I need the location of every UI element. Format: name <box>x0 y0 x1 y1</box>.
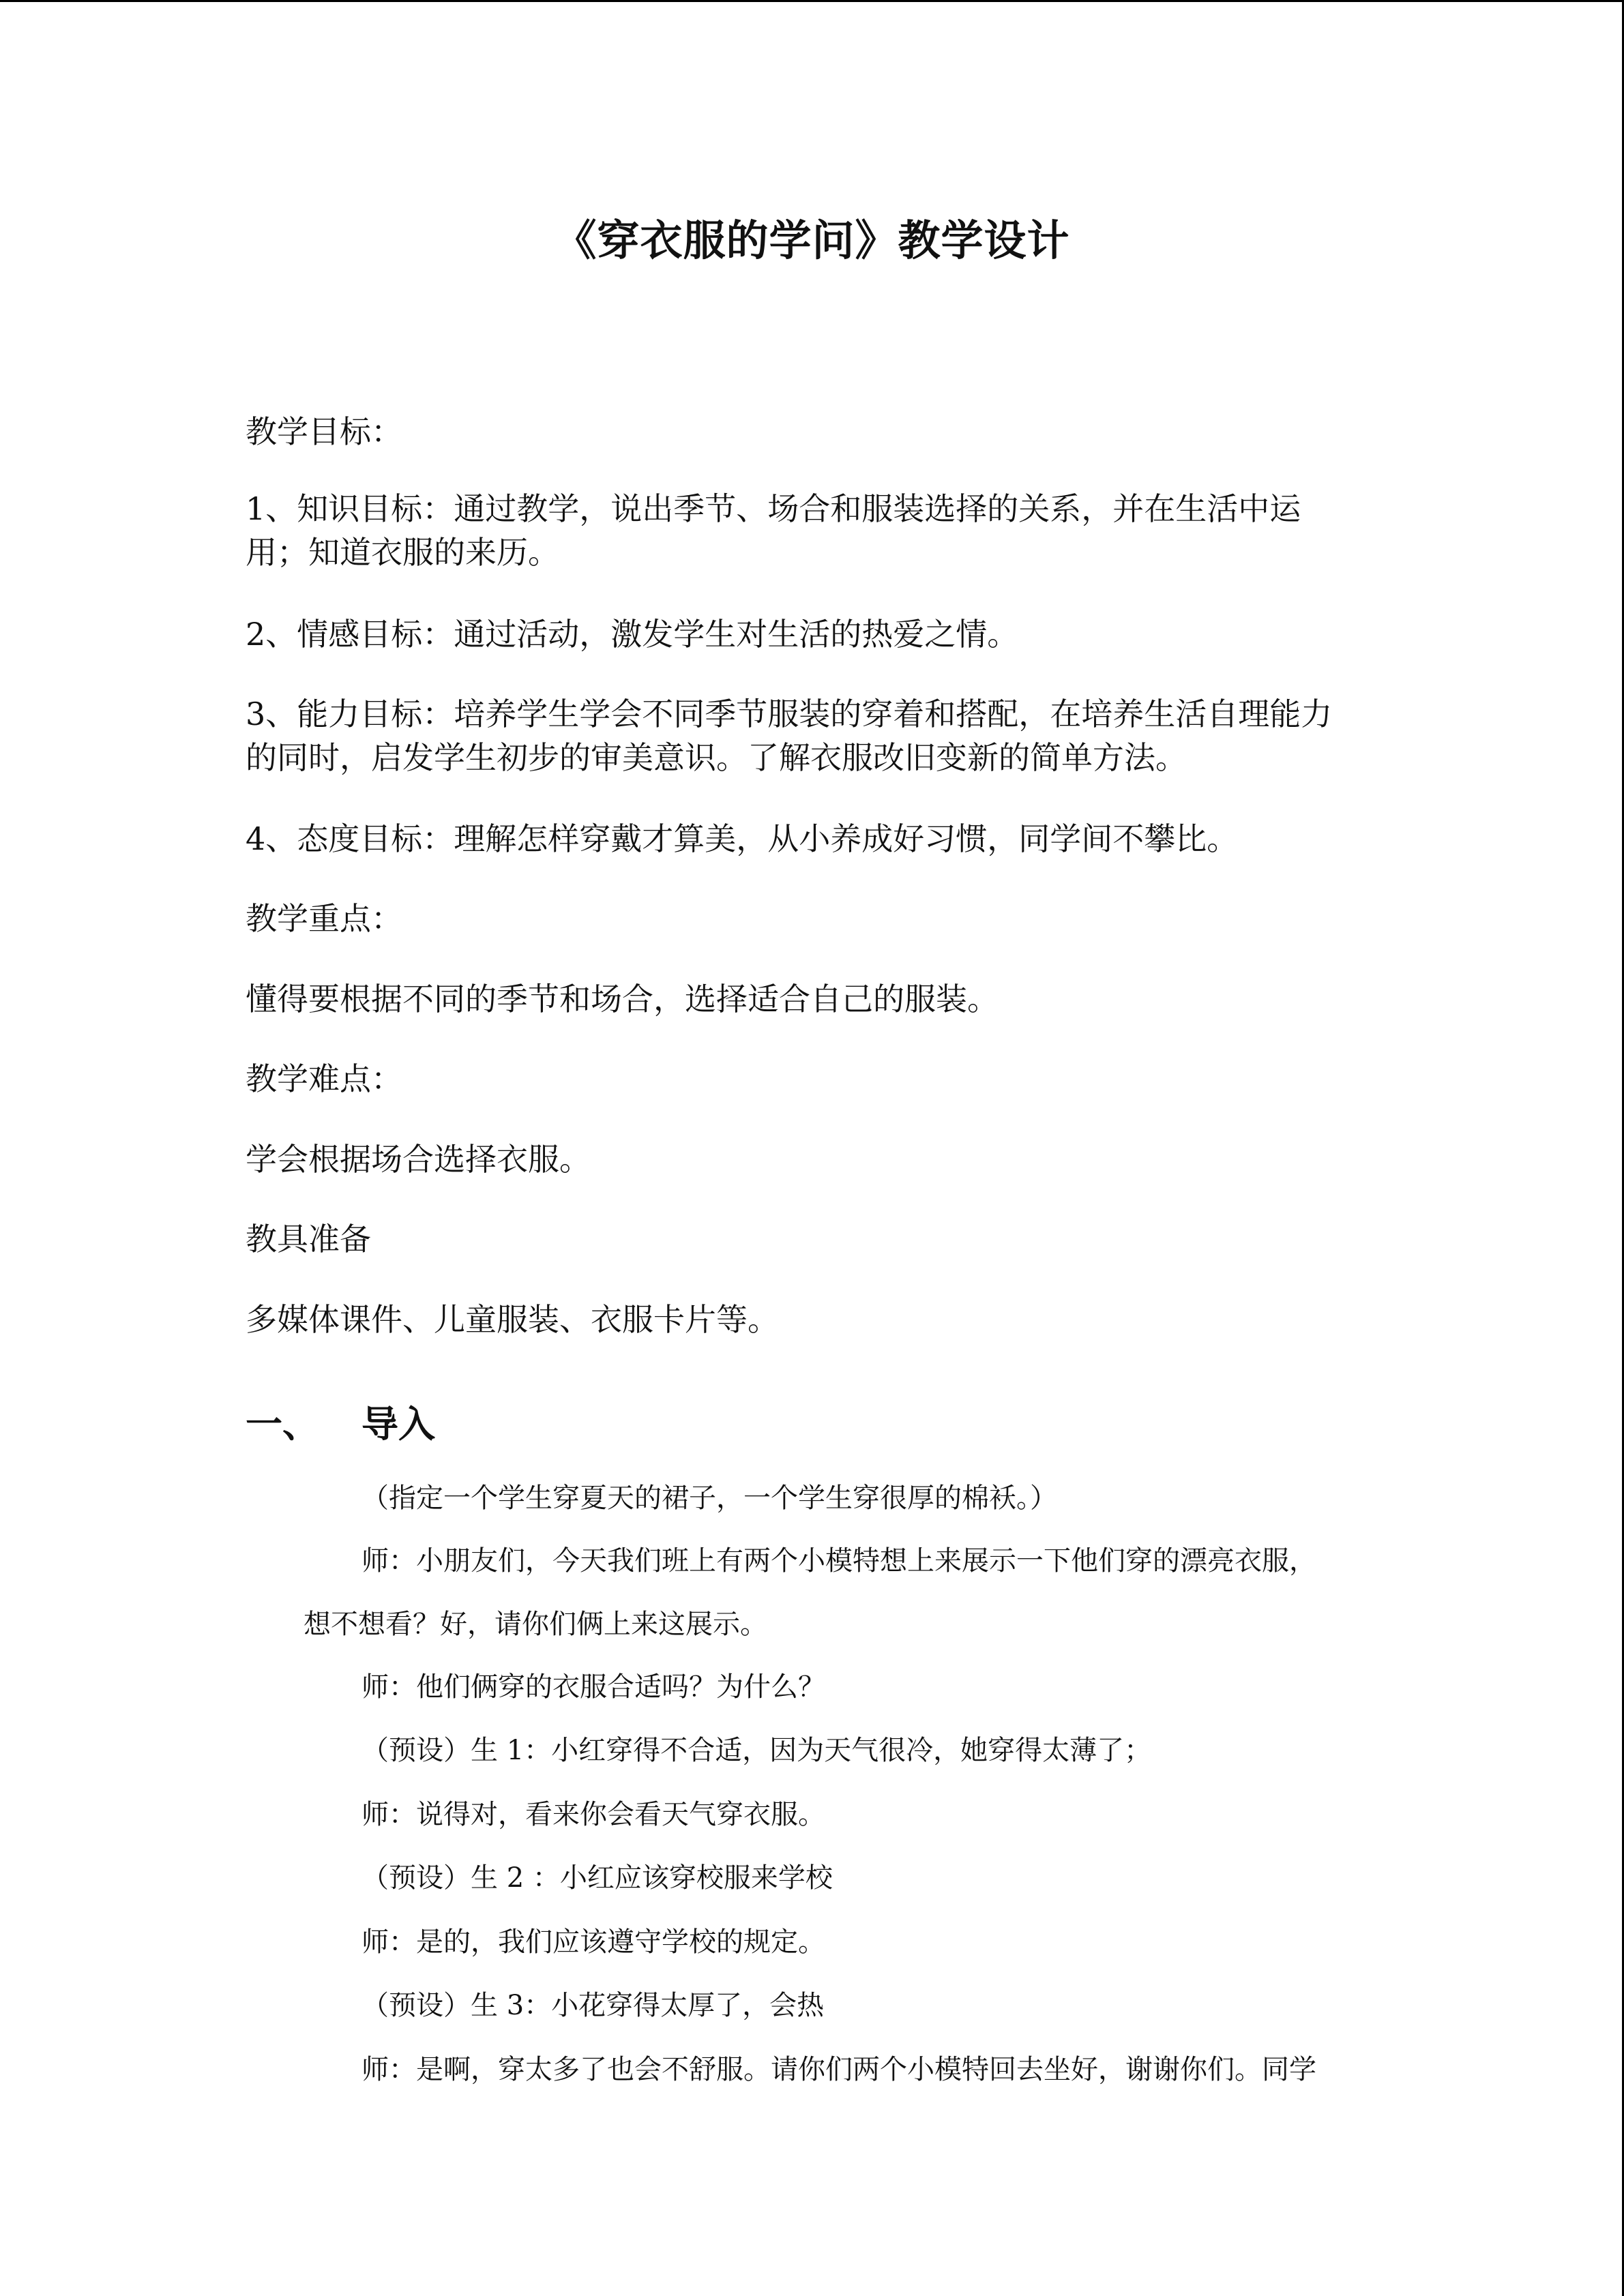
body-line: 师：说得对，看来你会看天气穿衣服。 <box>361 1799 825 1830</box>
body-line: （预设）生 2 ：小红应该穿校服来学校 <box>361 1862 833 1894</box>
goal-1-line-1: 1、知识目标：通过教学，说出季节、场合和服装选择的关系，并在生活中运 <box>246 490 1301 527</box>
difficulty-label: 教学难点： <box>246 1060 402 1097</box>
document-title: 《穿衣服的学问》教学设计 <box>554 215 1070 265</box>
body-line: 师：是啊，穿太多了也会不舒服。请你们两个小模特回去坐好，谢谢你们。同学 <box>361 2054 1316 2085</box>
goal-3-line-2: 的同时，启发学生初步的审美意识。了解衣服改旧变新的简单方法。 <box>246 739 1187 776</box>
goal-1-line-2: 用；知道衣服的来历。 <box>246 534 559 571</box>
body-line: 想不想看？好，请你们俩上来这展示。 <box>304 1609 767 1640</box>
section-1-title: 导入 <box>361 1402 435 1446</box>
section-1-number: 一、 <box>246 1402 319 1446</box>
goal-2: 2、情感目标：通过活动，激发学生对生活的热爱之情。 <box>246 616 1019 653</box>
body-line: 师：是的，我们应该遵守学校的规定。 <box>361 1926 825 1958</box>
tools-text: 多媒体课件、儿童服装、衣服卡片等。 <box>246 1301 779 1338</box>
body-line: 师：他们俩穿的衣服合适吗？为什么？ <box>361 1671 825 1703</box>
tools-label: 教具准备 <box>246 1221 371 1257</box>
goal-3-line-1: 3、能力目标：培养学生学会不同季节服装的穿着和搭配，在培养生活自理能力 <box>246 696 1333 732</box>
goal-4: 4、态度目标：理解怎样穿戴才算美，从小养成好习惯，同学间不攀比。 <box>246 820 1239 857</box>
key-points-text: 懂得要根据不同的季节和场合，选择适合自己的服装。 <box>246 981 999 1017</box>
body-line: （指定一个学生穿夏天的裙子，一个学生穿很厚的棉袄。） <box>361 1482 1057 1514</box>
section-1-heading <box>246 1393 435 1455</box>
body-line: （预设）生 1：小红穿得不合适，因为天气很冷，她穿得太薄了； <box>361 1735 1152 1766</box>
key-points-label: 教学重点： <box>246 900 402 937</box>
goals-label: 教学目标： <box>246 413 402 450</box>
difficulty-text: 学会根据场合选择衣服。 <box>246 1141 591 1178</box>
body-line: 师：小朋友们，今天我们班上有两个小模特想上来展示一下他们穿的漂亮衣服， <box>361 1545 1316 1577</box>
body-line: （预设）生 3：小花穿得太厚了，会热 <box>361 1990 825 2021</box>
